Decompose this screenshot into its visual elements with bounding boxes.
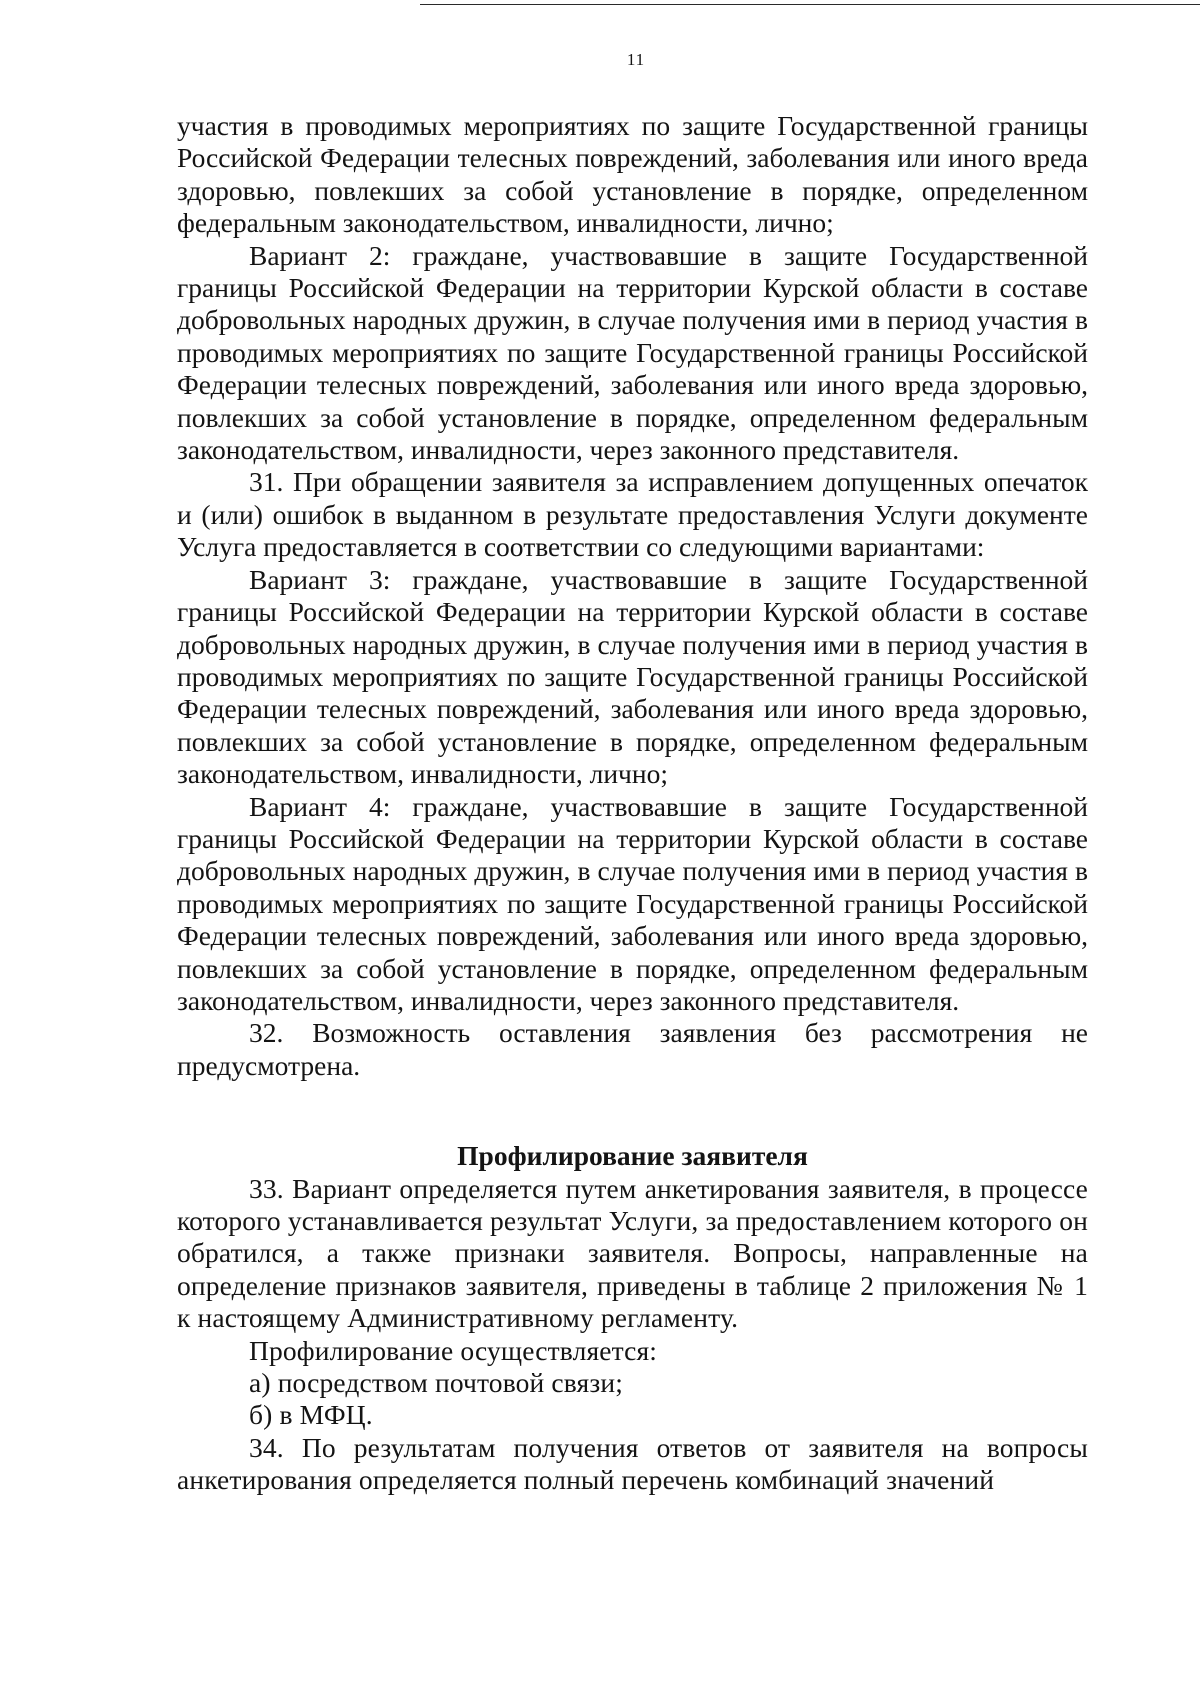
- paragraph: Профилирование осуществляется:: [249, 1334, 658, 1366]
- paragraph: участия в проводимых мероприятиях по защите Государственной границы Российской Федерации телесных повреждений, заболевания или иного вреда здоровью, повлекших за собой установление в порядке, определенном федеральным законодательством, инвалидности, лично;: [177, 110, 1088, 239]
- section-heading: Профилирование заявителя: [457, 1140, 808, 1172]
- paragraph: Вариант 2: граждане, участвовавшие в защите Государственной границы Российской Федерации на территории Курской области в составе добровольных народных дружин, в случае получения ими в период участия в проводимых мероприятиях по защите Государственной границы Российской Федерации телесных повреждений, заболевания или иного вреда здоровью, повлекших за собой установление в порядке, определенном федеральным законодательством, инвалидности, через законного представителя.: [177, 239, 1088, 466]
- paragraph: Вариант 4: граждане, участвовавшие в защите Государственной границы Российской Федерации на территории Курской области в составе добровольных народных дружин, в случае получения ими в период участия в проводимых мероприятиях по защите Государственной границы Российской Федерации телесных повреждений, заболевания или иного вреда здоровью, повлекших за собой установление в порядке, определенном федеральным законодательством, инвалидности, через законного представителя.: [177, 790, 1088, 1016]
- page-number: 11: [626, 50, 646, 69]
- paragraph: 32. Возможность оставления заявления без рассмотрения не предусмотрена.: [177, 1017, 1088, 1081]
- paragraphs-top: [177, 110, 1088, 1082]
- list-item: б) в МФЦ.: [249, 1399, 373, 1431]
- paragraph: 34. По результатам получения ответов от заявителя на вопросы анкетирования определяется полный перечень комбинаций значений: [177, 1431, 1088, 1496]
- top-rule: [420, 4, 1200, 5]
- paragraph: 33. Вариант определяется путем анкетирования заявителя, в процессе которого устанавливается результат Услуги, за предоставлением которого он обратился, а также признаки заявителя. Вопросы, направленные на определение признаков заявителя, приведены в таблице 2 приложения № 1 к настоящему Административному регламенту.: [177, 1172, 1088, 1334]
- paragraphs-bottom: [177, 1173, 1088, 1497]
- list-item: а) посредством почтовой связи;: [249, 1367, 624, 1399]
- paragraph: Вариант 3: граждане, участвовавшие в защите Государственной границы Российской Федерации на территории Курской области в составе добровольных народных дружин, в случае получения ими в период участия в проводимых мероприятиях по защите Государственной границы Российской Федерации телесных повреждений, заболевания или иного вреда здоровью, повлекших за собой установление в порядке, определенном федеральным законодательством, инвалидности, лично;: [177, 563, 1088, 790]
- paragraph: 31. При обращении заявителя за исправлением допущенных опечаток и (или) ошибок в выданном в результате предоставления Услуги документе Услуга предоставляется в соответствии со следующими вариантами:: [177, 466, 1088, 563]
- document-body: [177, 110, 1088, 1497]
